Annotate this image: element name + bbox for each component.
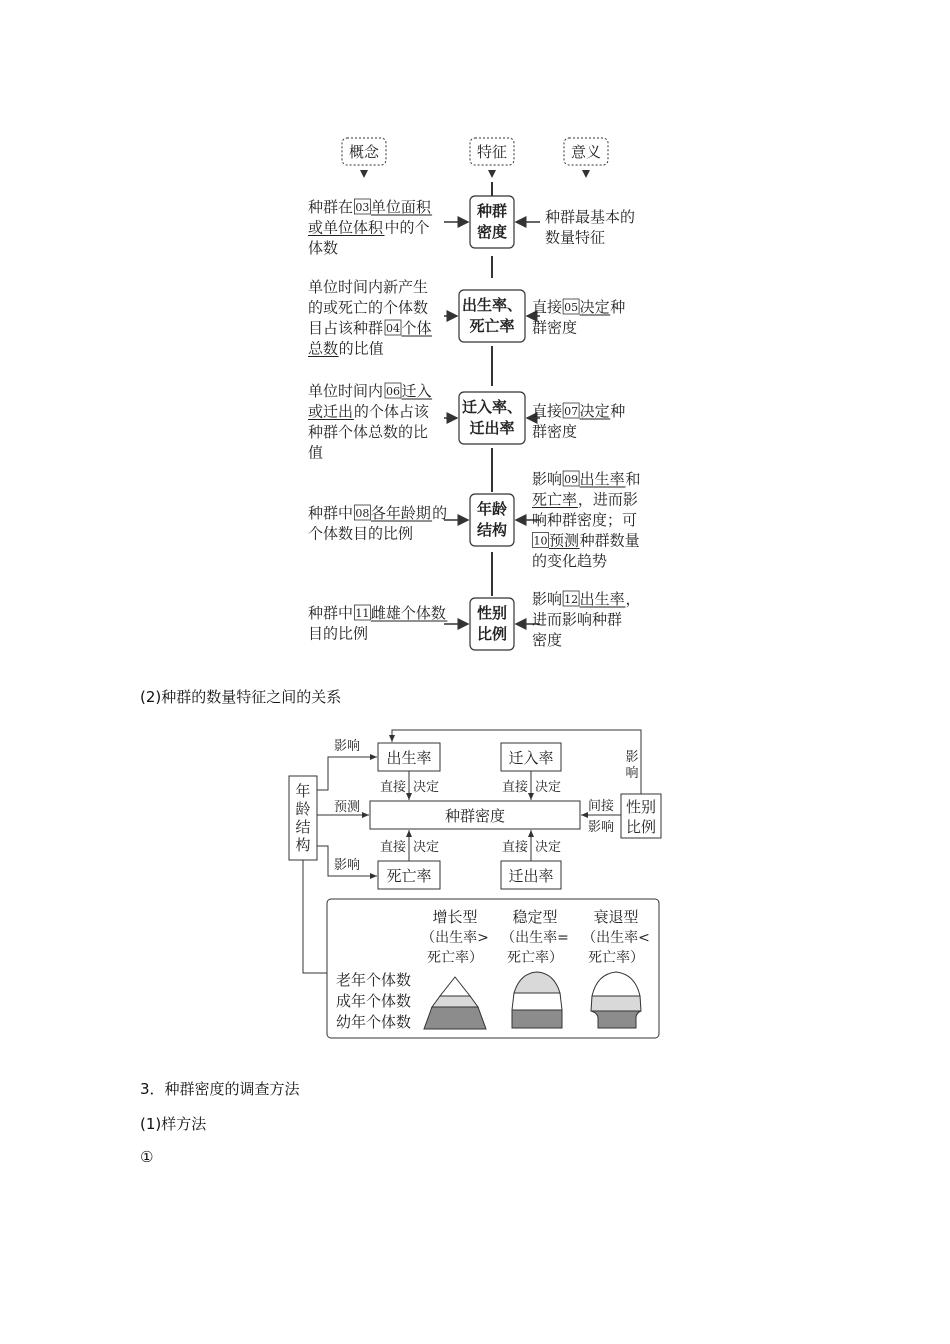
meaning-age-line-1-num: 09 (564, 473, 579, 486)
concept-migration-line-2-post: 的个体占该 (353, 402, 429, 421)
feature-sex-line-1: 性别 (476, 604, 508, 622)
meaning-birth-death-line-2-pre: 群密度 (532, 318, 578, 337)
concept-migration-line-2-answer: 或迁出 (308, 402, 354, 421)
meaning-density-line-1-pre: 种群最基本的 (545, 208, 636, 226)
header-concept: 概念 (348, 143, 380, 161)
section-3-1-title: (1)样方法 (140, 1115, 207, 1133)
age-to-types-line (303, 860, 327, 973)
type-growth-name: 增长型 (432, 908, 478, 926)
meaning-sex-line-1-answer: 出生率 (579, 590, 625, 608)
concept-migration-line-3-pre: 种群个体总数的比 (308, 423, 429, 441)
relation-diagram (0, 720, 950, 1050)
meaning-age-line-1-post: 和 (625, 470, 641, 488)
label-decide-emig: 决定 (535, 840, 562, 855)
meaning-birth-death-line-1-pre: 直接 (532, 298, 563, 316)
concept-density-line-1-answer: 单位面积 (370, 198, 431, 216)
arrowhead-concept (360, 170, 368, 178)
type-stable-cond-1: （出生率= (501, 930, 569, 946)
concept-birth-death-line-2-pre: 的或死亡的个体数 (308, 298, 429, 317)
death-rate: 死亡率 (386, 867, 432, 885)
concept-migration-line-4-pre: 值 (308, 443, 324, 462)
header-meaning: 意义 (570, 143, 602, 161)
concept-migration-line-1-num: 06 (386, 385, 400, 398)
label-direct-emig: 直接 (502, 840, 529, 855)
meaning-sex-line-1-num: 12 (564, 593, 579, 606)
concept-age-line-1-num: 08 (355, 507, 370, 520)
label-decide-birth: 决定 (413, 780, 440, 795)
section-2-title: (2)种群的数量特征之间的关系 (140, 688, 342, 706)
meaning-birth-death-line-1-num: 05 (564, 301, 579, 314)
concept-birth-death-line-1-pre: 单位时间内新产生 (308, 278, 429, 296)
label-direct-birth: 直接 (380, 780, 407, 795)
meaning-age-line-2-post: ，进而影 (577, 490, 638, 509)
feature-density-line-2: 密度 (476, 223, 508, 241)
meaning-migration-line-1-pre: 直接 (532, 402, 563, 420)
type-stable-cond-2: 死亡率） (507, 950, 563, 966)
label-influence-death: 影响 (334, 858, 361, 873)
concept-sex-line-2-pre: 目的比例 (308, 624, 369, 643)
age-structure-char-2: 龄 (295, 800, 311, 818)
concept-age-line-1-answer: 各年龄期 (370, 504, 431, 522)
concept-birth-death-line-3-answer: 个体 (401, 319, 432, 337)
section-3-title: 3．种群密度的调查方法 (140, 1080, 300, 1098)
concept-birth-death-line-4-post: 的比值 (338, 339, 384, 358)
concept-birth-death-line-3-num: 04 (386, 322, 400, 335)
header-feature: 特征 (476, 143, 508, 161)
age-group-young: 幼年个体数 (336, 1013, 412, 1031)
concept-density-line-1-num: 03 (355, 201, 370, 214)
label-influence-sex: 影响 (588, 820, 615, 835)
feature-density-line-1: 种群 (476, 202, 508, 220)
meaning-age-line-4-post: 种群数量 (579, 531, 640, 550)
type-decline-name: 衰退型 (593, 908, 639, 926)
concept-migration-line-1-answer: 迁入 (401, 382, 432, 400)
type-growth-cond-2: 死亡率） (427, 950, 483, 966)
feature-migration-line-1: 迁入率、 (461, 398, 523, 416)
concept-birth-death-line-4-answer: 总数 (308, 339, 339, 358)
concept-sex-line-1-num: 11 (355, 607, 370, 620)
age-structure-char-3: 结 (295, 818, 311, 836)
concept-age-line-2-pre: 个体数目的比例 (308, 524, 414, 543)
feature-sex-line-2: 比例 (476, 625, 508, 643)
meaning-sex-line-2-pre: 进而影响种群 (532, 610, 623, 629)
concept-migration-line-1-pre: 单位时间内 (308, 382, 384, 400)
meaning-migration-line-1-answer: 决定 (579, 402, 610, 420)
meaning-migration-line-2-pre: 群密度 (532, 422, 578, 441)
age-group-old: 老年个体数 (336, 971, 412, 989)
label-direct-death: 直接 (380, 840, 407, 855)
type-decline-cond-1: （出生率< (582, 930, 650, 946)
meaning-age-line-5-pre: 的变化趋势 (532, 552, 608, 570)
meaning-sex-line-1-pre: 影响 (532, 590, 563, 608)
concept-map (0, 0, 950, 670)
age-structure-char-4: 构 (295, 836, 311, 854)
label-influence-v1: 影 (625, 750, 639, 765)
feature-migration-line-2: 迁出率 (469, 419, 515, 437)
meaning-birth-death-line-1-post: 种 (610, 298, 626, 316)
feature-age-line-2: 结构 (476, 521, 508, 539)
item-marker: ① (140, 1148, 154, 1166)
label-indirect: 间接 (588, 799, 615, 814)
meaning-sex-line-3-pre: 密度 (532, 631, 563, 649)
meaning-age-line-3-pre: 响种群密度；可 (532, 511, 638, 529)
meaning-age-line-1-pre: 影响 (532, 470, 563, 488)
concept-age-line-1-post: 的 (432, 504, 448, 522)
concept-sex-line-1-answer: 雌雄个体数 (370, 604, 446, 622)
emigration-rate: 迁出率 (508, 867, 554, 885)
concept-density-line-2-answer: 或单位体积 (308, 218, 384, 237)
feature-birth-death-line-2: 死亡率 (469, 317, 515, 335)
meaning-birth-death-line-1-answer: 决定 (579, 298, 610, 316)
concept-age-line-1-pre: 种群中 (308, 504, 354, 522)
label-decide-death: 决定 (413, 840, 440, 855)
label-decide-immig: 决定 (535, 780, 562, 795)
concept-birth-death-line-3-pre: 目占该种群 (308, 319, 384, 337)
concept-density-line-3-pre: 体数 (308, 239, 339, 257)
density: 种群密度 (444, 807, 506, 825)
meaning-age-line-2-answer: 死亡率 (532, 490, 578, 509)
meaning-sex-line-1-post: ， (625, 590, 641, 608)
type-growth-cond-1: （出生率> (421, 930, 489, 946)
arrowhead-meaning (582, 170, 590, 178)
meaning-age-line-4-answer: 预测 (549, 531, 580, 550)
age-to-birth-arrow (317, 757, 377, 790)
meaning-migration-line-1-num: 07 (564, 405, 579, 418)
label-influence-v2: 响 (625, 766, 639, 781)
meaning-density-line-2-pre: 数量特征 (545, 228, 606, 247)
sex-ratio-line-2: 比例 (625, 818, 657, 836)
age-group-adult: 成年个体数 (336, 992, 412, 1010)
arrowhead-feature (488, 170, 496, 178)
label-influence-birth: 影响 (334, 739, 361, 754)
birth-rate: 出生率 (386, 749, 432, 767)
label-predict: 预测 (334, 800, 361, 815)
concept-sex-line-1-pre: 种群中 (308, 604, 354, 622)
label-direct-immig: 直接 (502, 780, 529, 795)
immigration-rate: 迁入率 (508, 749, 554, 767)
sex-ratio-line-1: 性别 (625, 798, 657, 816)
type-stable-name: 稳定型 (512, 908, 558, 926)
age-structure-char-1: 年 (295, 782, 311, 800)
meaning-migration-line-1-post: 种 (610, 402, 626, 420)
type-decline-cond-2: 死亡率） (588, 950, 644, 966)
meaning-age-line-4-num: 10 (533, 534, 548, 548)
concept-density-line-1-pre: 种群在 (308, 198, 354, 216)
concept-density-line-2-post: 中的个 (384, 218, 430, 237)
feature-age-line-1: 年龄 (476, 500, 508, 518)
feature-birth-death-line-1: 出生率、 (461, 296, 523, 314)
meaning-age-line-1-answer: 出生率 (579, 470, 625, 488)
